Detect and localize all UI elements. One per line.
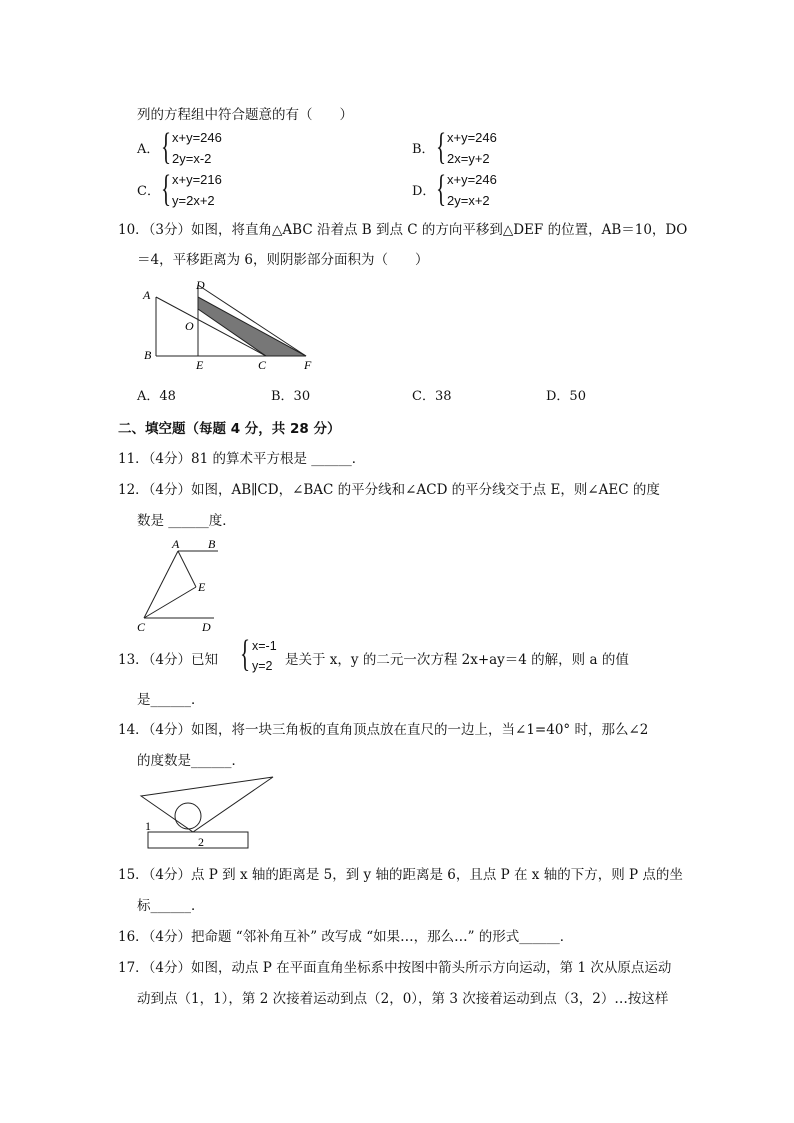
brace-icon: { <box>436 168 447 210</box>
option-label: D． <box>412 184 436 199</box>
label-b: B <box>208 537 216 551</box>
label-c: C <box>258 358 267 372</box>
equation-system: x+y=246 2y=x+2 <box>447 172 497 208</box>
label-d: D <box>202 620 211 634</box>
q10-line1: 10．（3分）如图，将直角△ABC 沿着点 B 到点 C 的方向平移到△DEF 的位置，AB＝10，DO <box>118 222 688 238</box>
option-label: A． <box>137 142 160 157</box>
q15-line1: 15．（4分）点 P 到 x 轴的距离是 5，到 y 轴的距离是 6，且点 P 在 x 轴的下方，则 P 点的坐 <box>118 867 683 883</box>
q12-figure <box>130 535 230 635</box>
q10-option-a[interactable]: A．48 <box>137 389 176 404</box>
q13-line2: 是______． <box>137 692 205 708</box>
q10-option-b[interactable]: B．30 <box>271 389 311 404</box>
option-label: C． <box>137 184 160 199</box>
brace-icon: { <box>240 633 251 675</box>
q17-line2: 动到点（1，1），第 2 次接着运动到点（2，0），第 3 次接着运动到点（3，2）…按这样 <box>137 991 669 1007</box>
label-c: C <box>137 620 146 634</box>
shaded-region <box>198 297 306 356</box>
label-e: E <box>198 580 206 594</box>
q14-line2: 的度数是______． <box>137 753 245 769</box>
q11-text: 11．（4分）81 的算术平方根是 ______． <box>118 451 366 467</box>
q14-line1: 14．（4分）如图，将一块三角板的直角顶点放在直尺的一边上，当∠1=40° 时，那么∠2 <box>118 722 649 738</box>
q13-system: x=-1 y=2 <box>252 639 277 673</box>
label-a: A <box>143 288 151 302</box>
q9-tail: 列的方程组中符合题意的有（ ） <box>137 107 353 123</box>
section-title: 二、填空题（每题 4 分，共 28 分） <box>118 421 341 437</box>
triangle-board <box>141 777 273 832</box>
q10-line2: ＝4，平移距离为 6，则阴影部分面积为（ ） <box>137 252 429 268</box>
q10-option-d[interactable]: D．50 <box>546 389 586 404</box>
segment-ae <box>178 551 196 587</box>
q10-figure <box>130 275 330 375</box>
label-angle-2: 2 <box>198 835 204 849</box>
q13-pre: 13．（4分）已知 <box>118 652 219 668</box>
equation-system: x+y=246 2x=y+2 <box>447 130 497 166</box>
q12-line1: 12．（4分）如图，AB∥CD，∠BAC 的平分线和∠ACD 的平分线交于点 E，则∠AEC 的度 <box>118 482 660 498</box>
brace-icon: { <box>161 168 172 210</box>
label-angle-1: 1 <box>145 819 151 833</box>
q16-text: 16．（4分）把命题 “邻补角互补” 改写成 “如果…，那么…” 的形式______． <box>118 929 574 945</box>
q17-line1: 17．（4分）如图，动点 P 在平面直角坐标系中按图中箭头所示方向运动，第 1 次从原点运动 <box>118 960 672 976</box>
q12-line2: 数是 ______度． <box>137 513 236 529</box>
label-a: A <box>172 537 180 551</box>
equation-system: x+y=216 y=2x+2 <box>172 172 222 208</box>
circle-hole <box>175 803 201 829</box>
label-f: F <box>304 358 312 372</box>
option-label: B． <box>412 142 435 157</box>
brace-icon: { <box>161 126 172 168</box>
label-d: D <box>196 278 205 292</box>
brace-icon: { <box>436 126 447 168</box>
label-b: B <box>144 348 152 362</box>
label-e: E <box>196 358 204 372</box>
equation-system: x+y=246 2y=x-2 <box>172 130 222 166</box>
q13-post: 是关于 x，y 的二元一次方程 2x+ay＝4 的解，则 a 的值 <box>285 652 629 668</box>
q15-line2: 标______． <box>137 898 205 914</box>
q10-option-c[interactable]: C．38 <box>412 389 452 404</box>
q14-figure <box>135 772 285 857</box>
label-o: O <box>185 319 194 333</box>
